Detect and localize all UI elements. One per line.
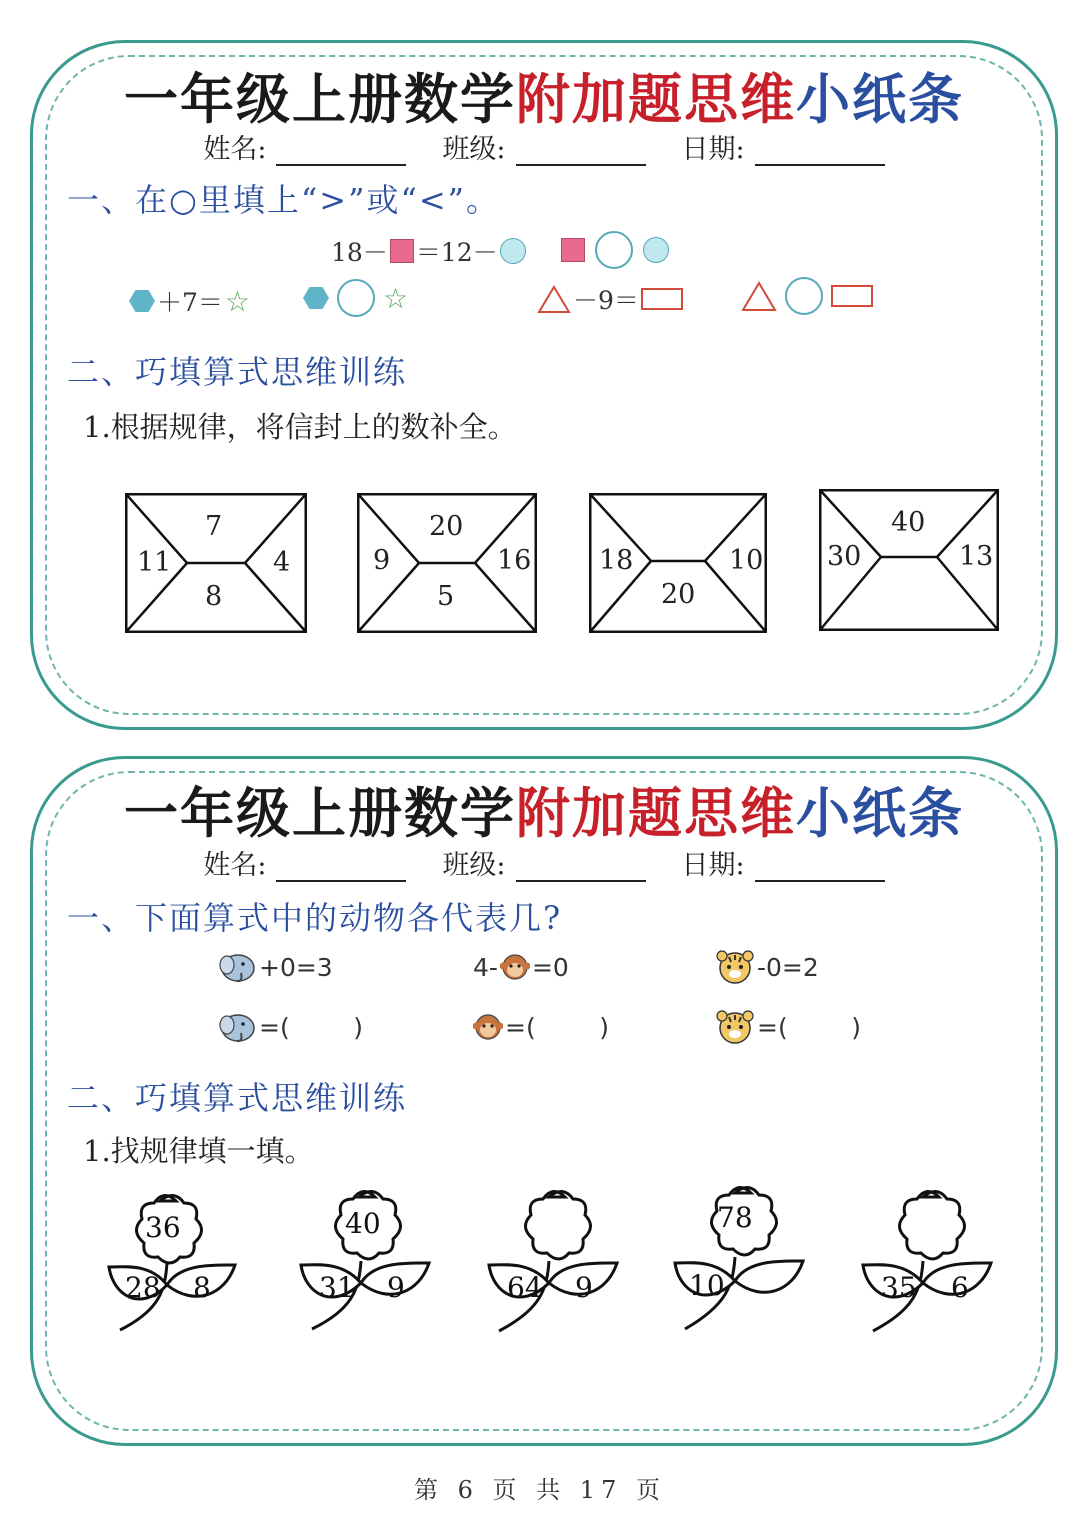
animal-equation-3 [715, 949, 819, 985]
answer-circle[interactable] [595, 231, 633, 269]
rectangle-icon [641, 288, 683, 310]
flower-left-leaf-number: 31 [319, 1271, 355, 1304]
tiger-icon [715, 1009, 755, 1045]
title-part-blue: 小纸条 [796, 781, 964, 845]
date-field[interactable] [682, 127, 885, 166]
flower-left-leaf-number: 64 [507, 1271, 543, 1304]
expr-text: －9＝ [573, 286, 639, 315]
date-blank[interactable] [755, 138, 885, 166]
equation-text: =0 [531, 952, 569, 982]
page-footer: 第 6 页 共 17 页 [414, 1476, 666, 1504]
envelope-right-number: 10 [729, 545, 764, 576]
expression-row-1 [331, 233, 526, 269]
elephant-icon [219, 951, 257, 983]
title-part-black: 一年级上册数学 [124, 781, 516, 845]
class-field[interactable] [442, 127, 645, 166]
envelope-top-number: 20 [429, 511, 464, 542]
compare-row-2 [303, 279, 408, 317]
monkey-icon [473, 1011, 503, 1043]
envelope [589, 493, 767, 633]
compare-row-1 [561, 231, 669, 269]
star-icon: ☆ [224, 284, 251, 318]
envelope [819, 489, 999, 631]
hexagon-icon [129, 290, 155, 312]
expr-text: ＝12－ [415, 238, 498, 267]
cyan-circle-icon [500, 238, 526, 264]
compare-row-3 [741, 277, 873, 315]
answer-blank[interactable]: =( ) [505, 1012, 610, 1042]
cyan-circle-icon [643, 237, 669, 263]
flower [297, 1179, 437, 1339]
flower-top-number: 40 [345, 1207, 381, 1240]
envelope-left-number: 30 [827, 541, 862, 572]
envelope-right-number: 13 [959, 541, 994, 572]
name-field[interactable] [203, 127, 406, 166]
info-row [33, 843, 1055, 882]
title-part-red: 附加题思维 [516, 781, 796, 845]
elephant-icon [219, 1011, 257, 1043]
animal-answer-3 [715, 1009, 861, 1045]
section-heading-2: 二、巧填算式思维训练 [67, 1079, 408, 1117]
name-label: 姓名: [203, 134, 267, 165]
envelope-left-number: 11 [137, 547, 172, 578]
envelope-bottom-number: 20 [661, 579, 696, 610]
animal-equation-2 [473, 951, 569, 983]
name-label: 姓名: [203, 850, 267, 881]
star-icon: ☆ [383, 281, 409, 315]
monkey-icon [500, 951, 530, 983]
flower [671, 1175, 811, 1335]
expression-row-2 [129, 283, 250, 319]
pink-square-icon [561, 238, 585, 262]
info-row [33, 127, 1055, 166]
flower-top-number: 36 [145, 1211, 181, 1244]
subquestion-1: 1.找规律填一填。 [83, 1134, 314, 1168]
envelope-top-number: 40 [891, 507, 926, 538]
class-blank[interactable] [516, 138, 646, 166]
flower-left-leaf-number: 10 [689, 1269, 725, 1302]
flower [859, 1179, 999, 1339]
expr-text: ＋7＝ [157, 288, 223, 317]
subquestion-1: 1.根据规律，将信封上的数补全。 [83, 410, 517, 444]
flower [483, 1179, 623, 1339]
card-title [33, 771, 1055, 848]
envelope [357, 493, 537, 633]
expression-row-3 [537, 281, 683, 317]
answer-blank[interactable]: =( ) [259, 1012, 364, 1042]
animal-answer-1 [219, 1011, 363, 1043]
name-field[interactable] [203, 843, 406, 882]
flower-right-leaf-number: 8 [193, 1271, 211, 1304]
equation-text: -0=2 [757, 952, 819, 982]
section-heading-1: 一、下面算式中的动物各代表几? [67, 899, 563, 937]
envelope-bottom-number: 8 [205, 581, 223, 612]
flower-right-leaf-number: 6 [951, 1271, 969, 1304]
title-part-red: 附加题思维 [516, 67, 796, 131]
triangle-icon [537, 284, 571, 314]
answer-circle[interactable] [785, 277, 823, 315]
date-field[interactable] [682, 843, 885, 882]
equation-text: 4- [473, 952, 498, 982]
title-part-blue: 小纸条 [796, 67, 964, 131]
expr-text: 18－ [331, 238, 388, 267]
worksheet-card-2 [30, 756, 1058, 1446]
worksheet-card-1 [30, 40, 1058, 730]
date-label: 日期: [681, 134, 745, 165]
envelope-bottom-number: 5 [437, 581, 455, 612]
tiger-icon [715, 949, 755, 985]
flower [105, 1185, 245, 1345]
name-blank[interactable] [276, 854, 406, 882]
answer-blank[interactable]: =( ) [757, 1012, 862, 1042]
animal-equation-1 [219, 951, 333, 983]
animal-answer-2 [473, 1011, 609, 1043]
envelope-left-number: 9 [373, 545, 391, 576]
envelope-top-number: 7 [205, 511, 223, 542]
flower-right-leaf-number: 9 [575, 1271, 593, 1304]
envelope-right-number: 4 [273, 547, 291, 578]
rectangle-icon [831, 285, 873, 307]
class-label: 班级: [442, 850, 506, 881]
card-title [33, 57, 1055, 134]
flower-left-leaf-number: 28 [125, 1271, 161, 1304]
equation-text: +0=3 [259, 952, 333, 982]
envelope [125, 493, 307, 633]
triangle-icon [741, 280, 777, 312]
envelope-left-number: 18 [599, 545, 634, 576]
flower-top-number: 78 [717, 1201, 753, 1234]
class-field[interactable] [442, 843, 645, 882]
envelope-right-number: 16 [497, 545, 532, 576]
hexagon-icon [303, 287, 329, 309]
class-label: 班级: [442, 134, 506, 165]
pink-square-icon [390, 239, 414, 263]
date-label: 日期: [681, 850, 745, 881]
title-part-black: 一年级上册数学 [124, 67, 516, 131]
answer-circle[interactable] [337, 279, 375, 317]
name-blank[interactable] [276, 138, 406, 166]
section-heading-1: 一、在○里填上“>”或“<”。 [67, 181, 500, 219]
flower-left-leaf-number: 35 [881, 1271, 917, 1304]
date-blank[interactable] [755, 854, 885, 882]
class-blank[interactable] [516, 854, 646, 882]
section-heading-2: 二、巧填算式思维训练 [67, 353, 408, 391]
flower-right-leaf-number: 9 [387, 1271, 405, 1304]
